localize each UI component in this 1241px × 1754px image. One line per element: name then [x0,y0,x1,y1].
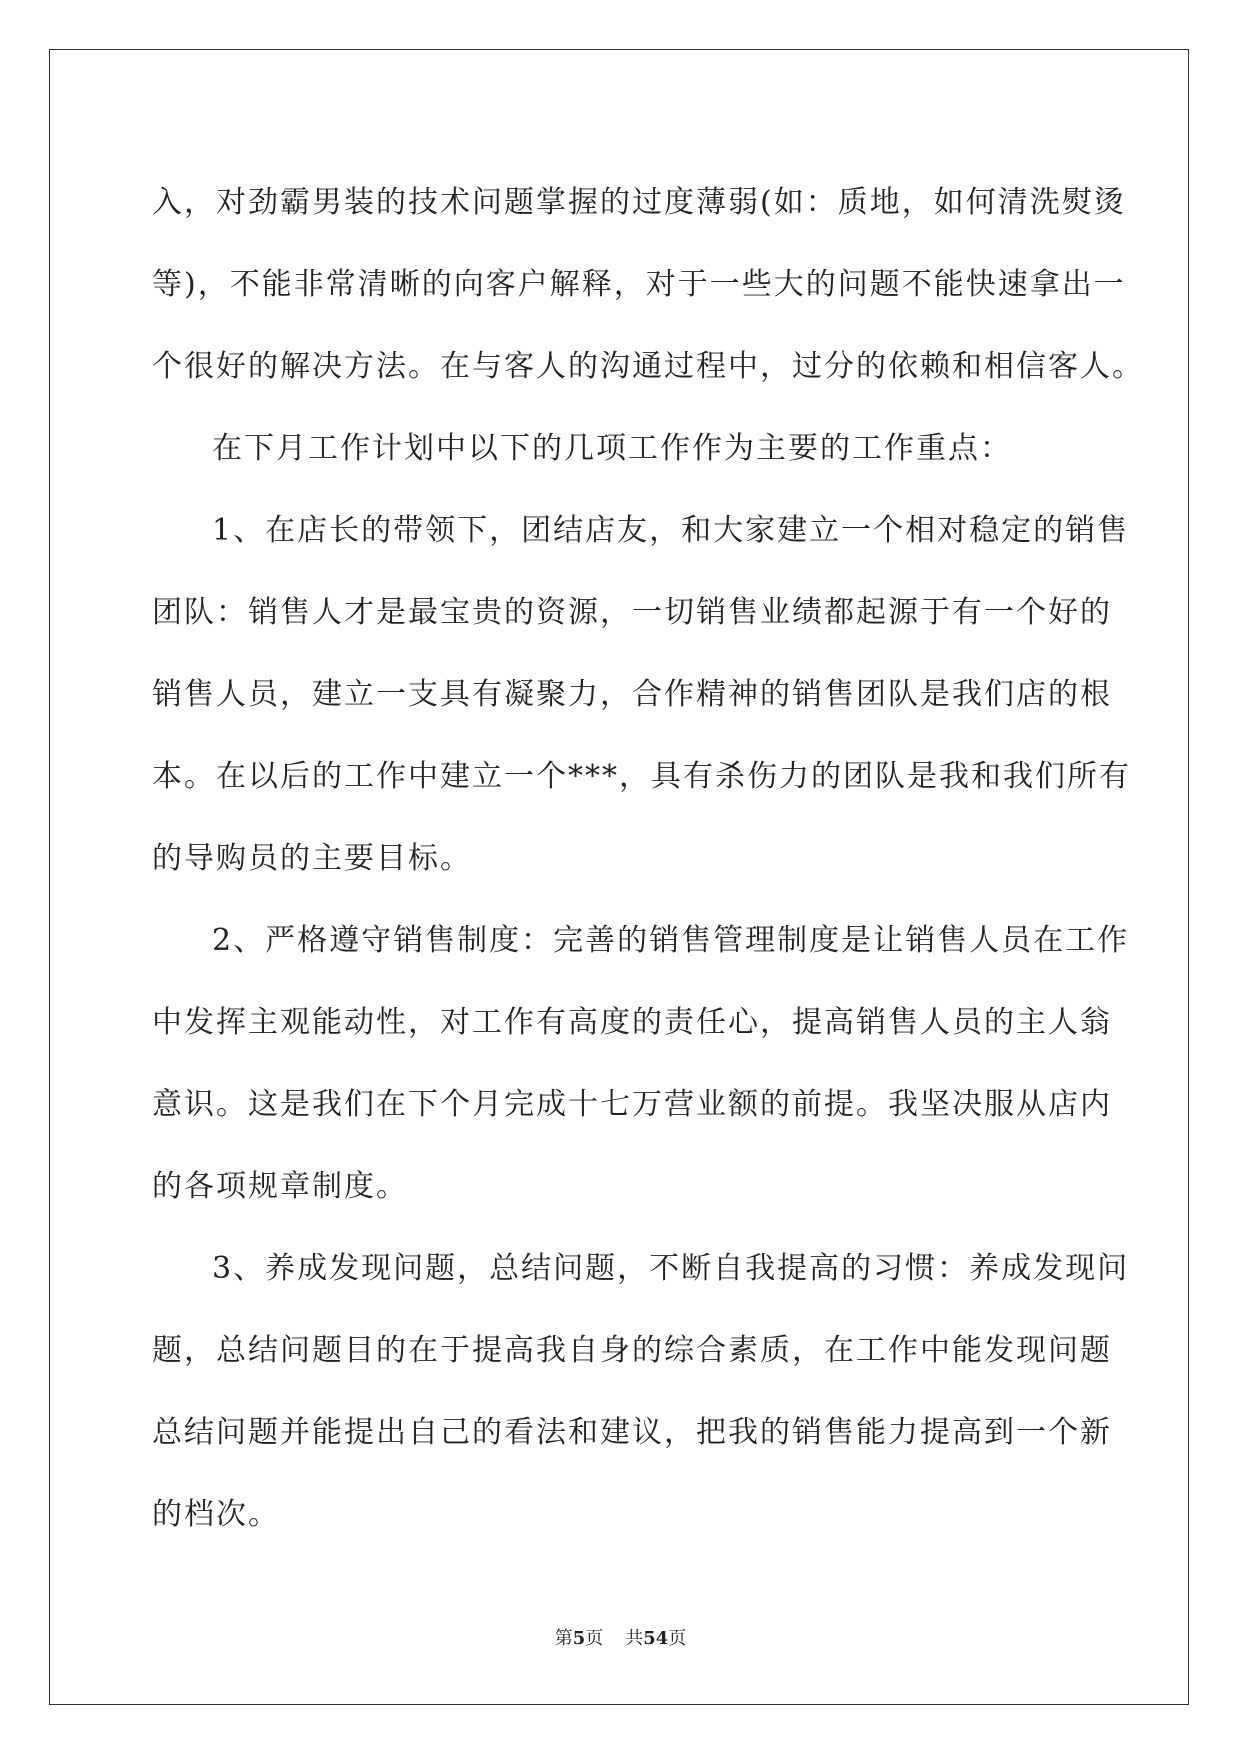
text-line-11: 中发挥主观能动性，对工作有高度的责任心，提高销售人员的主人翁 [152,1005,1112,1040]
page-prefix: 第 [554,1628,573,1649]
document-body [152,162,1144,1556]
page-suffix: 页 [585,1628,604,1649]
text-line-7: 销售人员，建立一支具有凝聚力，合作精神的销售团队是我们店的根 [152,677,1112,712]
text-line-8: 本。在以后的工作中建立一个***，具有杀伤力的团队是我和我们所有 [152,759,1131,794]
text-line-6: 团队：销售人才是最宝贵的资源，一切销售业绩都起源于有一个好的 [152,595,1112,630]
text-line-5: 1、在店长的带领下，团结店友，和大家建立一个相对稳定的销售 [212,513,1130,548]
text-line-16: 总结问题并能提出自己的看法和建议，把我的销售能力提高到一个新 [152,1415,1112,1450]
text-line-10: 2、严格遵守销售制度：完善的销售管理制度是让销售人员在工作 [212,923,1130,958]
text-line-9: 的导购员的主要目标。 [152,841,472,876]
text-line-2: 等)，不能非常清晰的向客户解释，对于一些大的问题不能快速拿出一 [152,267,1126,302]
text-line-14: 3、养成发现问题，总结问题，不断自我提高的习惯：养成发现问 [212,1251,1130,1286]
page-number: 5 [572,1628,586,1649]
text-line-12: 意识。这是我们在下个月完成十七万营业额的前提。我坚决服从店内 [152,1087,1112,1122]
total-pages: 54 [643,1628,669,1649]
text-line-4: 在下月工作计划中以下的几项工作作为主要的工作重点： [212,431,1012,466]
total-prefix: 共 [625,1628,644,1649]
page-footer [0,1624,1241,1650]
text-line-17: 的档次。 [152,1497,280,1532]
total-suffix: 页 [668,1628,687,1649]
text-line-3: 个很好的解决方法。在与客人的沟通过程中，过分的依赖和相信客人。 [152,349,1144,384]
text-line-1: 入，对劲霸男装的技术问题掌握的过度薄弱(如：质地，如何清洗熨烫 [152,185,1126,220]
text-line-13: 的各项规章制度。 [152,1169,408,1204]
text-line-15: 题，总结问题目的在于提高我自身的综合素质，在工作中能发现问题 [152,1333,1112,1368]
